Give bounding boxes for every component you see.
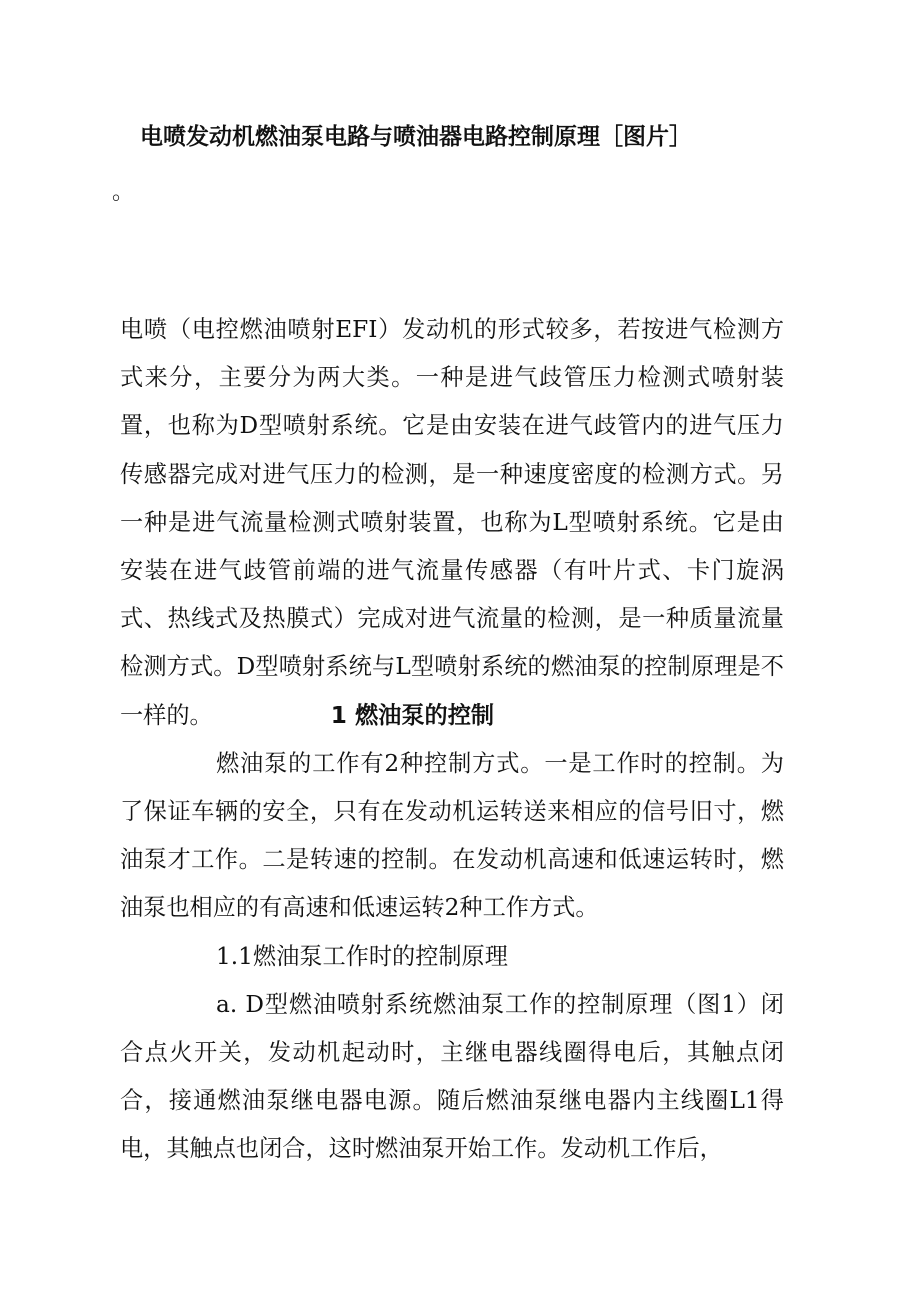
- section-heading-fuel-pump-control: 1 燃油泵的控制: [330, 701, 495, 729]
- document-body: [120, 306, 784, 1174]
- intro-paragraph-text: 电喷（电控燃油喷射EFI）发动机的形式较多，若按进气检测方式来分，主要分为两大类。一种是进气歧管压力检测式喷射装置，也称为D型喷射系统。它是由安装在进气歧管内的进气压力传感器完成对进气压力的检测，是一种速度密度的检测方式。另一种是进气流量检测式喷射装置，也称为L型喷射系统。它是由安装在进气歧管前端的进气流量传感器（有叶片式、卡门旋涡式、热线式及热膜式）完成对进气流量的检测，是一种质量流量检测方式。D型喷射系统与L型喷射系统的燃油泵的控制原理是不一样的。: [120, 316, 784, 729]
- document-title: 电喷发动机燃油泵电路与喷油器电路控制原理［图片］: [140, 124, 692, 150]
- subsection-heading-1-1: 1.1燃油泵工作时的控制原理: [216, 942, 508, 970]
- intro-paragraph: [120, 306, 784, 740]
- title-trailing-mark: 。: [112, 180, 135, 205]
- control-modes-paragraph: 燃油泵的工作有2种控制方式。一是工作时的控制。为了保证车辆的安全，只有在发动机运转送来相应的信号旧寸，燃油泵才工作。二是转速的控制。在发动机高速和低速运转时，燃油泵也相应的有高速和低速运转2种工作方式。: [120, 749, 784, 922]
- d-type-control-paragraph: a. D型燃油喷射系统燃油泵工作的控制原理（图1）闭合点火开关，发动机起动时，主继电器线圈得电后，其触点闭合，接通燃油泵继电器电源。随后燃油泵继电器内主线圈L1得电，其触点也闭合，这时燃油泵开始工作。发动机工作后，: [120, 990, 784, 1163]
